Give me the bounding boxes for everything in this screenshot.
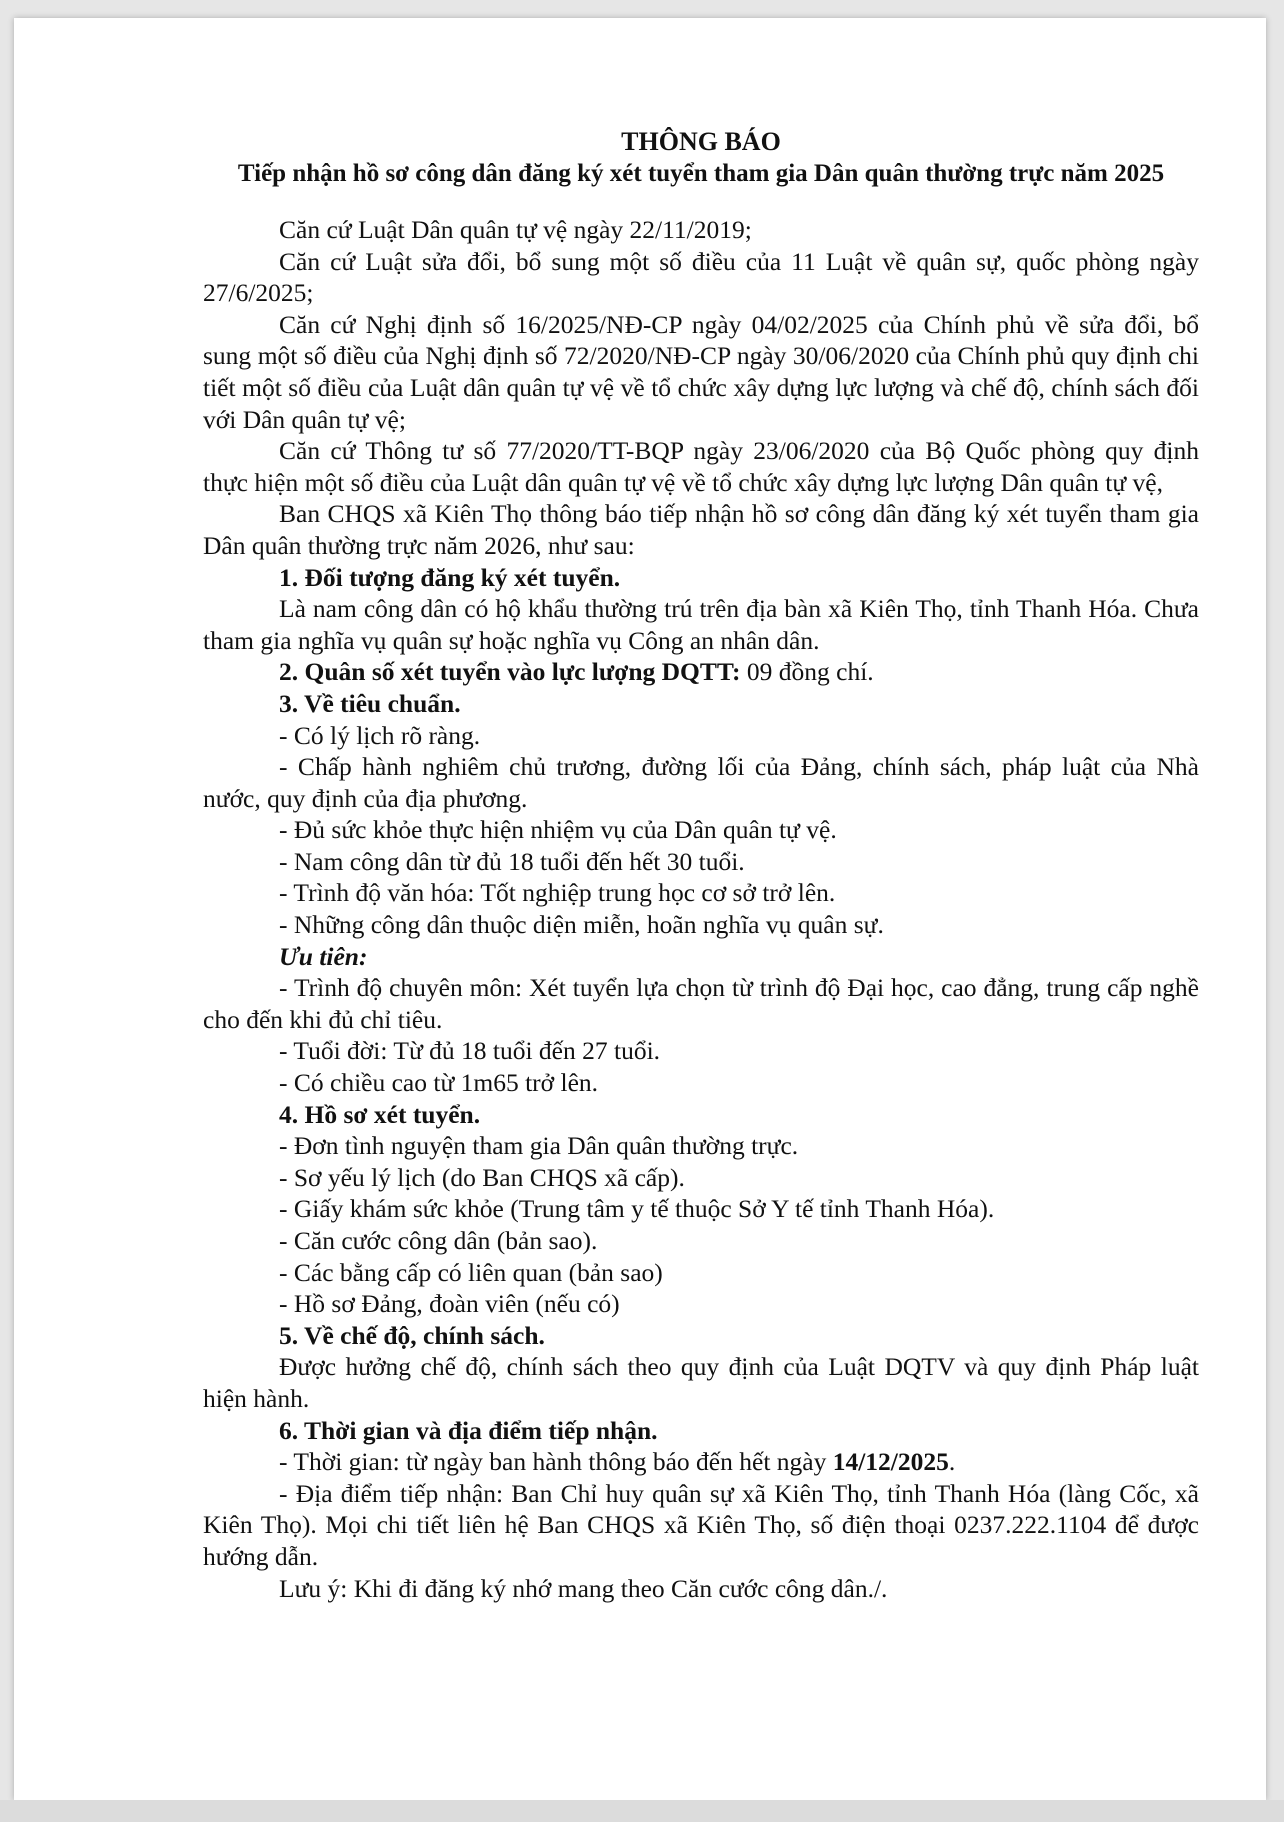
document-content xyxy=(203,126,1199,1604)
list-item: - Trình độ văn hóa: Tốt nghiệp trung học cơ sở trở lên. xyxy=(279,878,836,908)
list-item: - Chấp hành nghiêm chủ trương, đường lối của Đảng, chính sách, pháp luật của Nhà nước, quy định của địa phương. xyxy=(203,752,1199,813)
list-item: - Hồ sơ Đảng, đoàn viên (nếu có) xyxy=(279,1289,620,1319)
time-suffix: . xyxy=(948,1447,956,1477)
list-item: - Đơn tình nguyện tham gia Dân quân thường trực. xyxy=(279,1131,799,1161)
section-5-text: Được hưởng chế độ, chính sách theo quy định của Luật DQTV và quy định Pháp luật hiện hành. xyxy=(203,1352,1199,1413)
bottom-strip xyxy=(0,1800,1284,1822)
preamble-paragraph: Căn cứ Luật Dân quân tự vệ ngày 22/11/2019; xyxy=(279,215,752,244)
document-title: THÔNG BÁO xyxy=(621,127,781,156)
list-item: - Tuổi đời: Từ đủ 18 tuổi đến 27 tuổi. xyxy=(279,1036,661,1066)
priority-heading: Ưu tiên: xyxy=(279,941,368,971)
list-item: - Nam công dân từ đủ 18 tuổi đến hết 30 tuổi. xyxy=(279,846,745,876)
preamble-paragraph: Ban CHQS xã Kiên Thọ thông báo tiếp nhận hồ sơ công dân đăng ký xét tuyển tham gia Dân quân thường trực năm 2026, như sau: xyxy=(203,499,1199,560)
list-item: - Các bằng cấp có liên quan (bản sao) xyxy=(279,1257,663,1287)
section-5-heading: 5. Về chế độ, chính sách. xyxy=(279,1320,545,1350)
list-item: - Có lý lịch rõ ràng. xyxy=(279,720,481,750)
time-line xyxy=(203,1446,1199,1478)
section-3-heading: 3. Về tiêu chuẩn. xyxy=(279,688,461,718)
list-item: - Những công dân thuộc diện miễn, hoãn nghĩa vụ quân sự. xyxy=(279,910,884,940)
section-6-heading: 6. Thời gian và địa điểm tiếp nhận. xyxy=(279,1415,658,1445)
section-4-heading: 4. Hồ sơ xét tuyển. xyxy=(279,1099,481,1129)
list-item: - Giấy khám sức khỏe (Trung tâm y tế thuộc Sở Y tế tỉnh Thanh Hóa). xyxy=(279,1194,995,1224)
list-item: - Đủ sức khỏe thực hiện nhiệm vụ của Dân quân tự vệ. xyxy=(279,815,837,845)
note-text: Lưu ý: Khi đi đăng ký nhớ mang theo Căn cước công dân./. xyxy=(279,1573,888,1603)
list-item: - Trình độ chuyên môn: Xét tuyển lựa chọn từ trình độ Đại học, cao đẳng, trung cấp nghề cho đến khi đủ chỉ tiêu. xyxy=(203,973,1199,1034)
location-text: - Địa điểm tiếp nhận: Ban Chỉ huy quân sự xã Kiên Thọ, tỉnh Thanh Hóa (làng Cốc, xã Kiên Thọ). Mọi chi tiết liên hệ Ban CHQS xã Kiên Thọ, số điện thoại 0237.222.1104 để được hướng dẫn. xyxy=(203,1478,1199,1571)
section-1-text: Là nam công dân có hộ khẩu thường trú trên địa bàn xã Kiên Thọ, tỉnh Thanh Hóa. Chưa tham gia nghĩa vụ quân sự hoặc nghĩa vụ Công an nhân dân. xyxy=(203,594,1199,655)
document-page xyxy=(14,18,1266,1800)
preamble-paragraph: Căn cứ Thông tư số 77/2020/TT-BQP ngày 23/06/2020 của Bộ Quốc phòng quy định thực hiện một số điều của Luật dân quân tự vệ về tổ chức xây dựng lực lượng Dân quân tự vệ, xyxy=(203,436,1199,497)
list-item: - Căn cước công dân (bản sao). xyxy=(279,1226,598,1255)
section-1-heading: 1. Đối tượng đăng ký xét tuyển. xyxy=(279,562,621,592)
time-prefix: - Thời gian: từ ngày ban hành thông báo đến hết ngày xyxy=(279,1447,833,1477)
list-item: - Có chiều cao từ 1m65 trở lên. xyxy=(279,1068,599,1098)
preamble-paragraph: Căn cứ Luật sửa đổi, bổ sung một số điều của 11 Luật về quân sự, quốc phòng ngày 27/6/2025; xyxy=(203,246,1199,308)
section-2-value: 09 đồng chí. xyxy=(746,657,874,687)
document-subtitle: Tiếp nhận hồ sơ công dân đăng ký xét tuyển tham gia Dân quân thường trực năm 2025 xyxy=(237,160,1165,187)
list-item: - Sơ yếu lý lịch (do Ban CHQS xã cấp). xyxy=(279,1162,685,1192)
deadline-date: 14/12/2025 xyxy=(832,1447,949,1477)
preamble-paragraph: Căn cứ Nghị định số 16/2025/NĐ-CP ngày 04/02/2025 của Chính phủ về sửa đổi, bổ sung một số điều của Nghị định số 72/2020/NĐ-CP ngày 30/06/2020 của Chính phủ quy định chi tiết một số điều của Luật dân quân tự vệ về tổ chức xây dựng lực lượng và chế độ, chính sách đối với Dân quân tự vệ; xyxy=(203,309,1199,434)
section-2-heading: 2. Quân số xét tuyển vào lực lượng DQTT: xyxy=(279,657,741,687)
section-2-line xyxy=(203,656,1199,688)
